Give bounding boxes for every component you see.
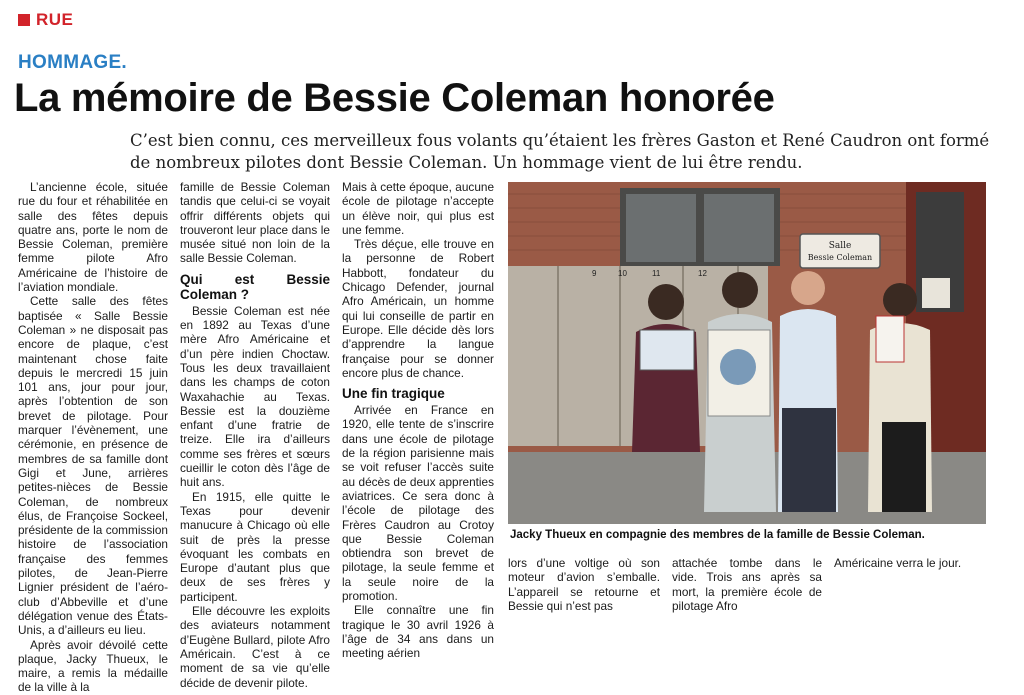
paragraph: Elle connaître une fin tragique le 30 avril 1926 à l’âge de 34 ans dans un meeting aérien xyxy=(342,603,494,661)
article-bottom-column-1 xyxy=(508,556,660,613)
sign-text: Salle xyxy=(828,241,852,251)
board-number: 10 xyxy=(618,269,627,278)
paragraph: L’ancienne école, située rue du four et réhabilitée en salle des fêtes depuis quatre ans, porte le nom de Bessie Coleman, première femme pilote Afro Américaine de l’histoire de l’aviation mondiale. xyxy=(18,180,168,295)
article-bottom-column-2 xyxy=(672,556,822,613)
rubric-square-icon xyxy=(18,14,30,26)
board-number: 9 xyxy=(592,269,597,278)
paragraph: Arrivée en France en 1920, elle tente de s’inscrire dans une école de pilotage de la région parisienne mais se voit refuser l’accès suite au décès de deux apprenties aviatrices. Ce sera donc à l’école de pilotage des Frères Caudron au Crotoy que Bessie Coleman obtiendra son brevet de pilotage, la seule femme et la seule noire de la promotion. xyxy=(342,403,494,604)
paragraph: En 1915, elle quitte le Texas pour devenir manucure à Chicago où elle suit de près la presse évoquant les combats en Europe d’autant plus que deux de ses frères y participent. xyxy=(180,489,330,604)
paragraph: Américaine verra le jour. xyxy=(834,556,962,570)
article-headline: La mémoire de Bessie Coleman honorée xyxy=(14,76,775,120)
article-lead: C’est bien connu, ces merveilleux fous volants qu’étaient les frères Gaston et René Caudron ont formé de nombreux pilotes dont Bessie Coleman. Un hommage vient de lui être rendu. xyxy=(130,131,990,172)
section-rubric xyxy=(18,10,73,30)
article-column-2 xyxy=(180,180,330,690)
photo-caption: Jacky Thueux en compagnie des membres de la famille de Bessie Coleman. xyxy=(510,529,925,541)
article-kicker: HOMMAGE. xyxy=(18,52,128,73)
article-bottom-column-3 xyxy=(834,556,986,570)
paragraph: Cette salle des fêtes baptisée « Salle Bessie Coleman » ne disposait pas encore de plaque, c’est maintenant chose faite depuis le mercredi 15 juin 101 ans, jour pour jour, après l’obtention de son brevet de pilotage. Pour marquer l’évènement, une cérémonie, en présence de membres de sa famille dont Gigi et June, arrières petites-nièces de Bessie Coleman, de nombreux élus, de Françoise Sockeel, présidente de la commission histoire de l’association française des femmes pilotes, de Jean-Pierre Lignier président de l’aéro-club d’Abbeville et d’une délégation venue des États-Unis, a d’ailleurs eu lieu. xyxy=(18,294,168,638)
paragraph: Après avoir dévoilé cette plaque, Jacky Thueux, le maire, a remis la médaille de la ville à la xyxy=(18,637,168,695)
paragraph: Elle découvre les exploits des aviateurs notamment d’Eugène Bullard, pilote Afro Américain. C’est à ce moment de sa vie qu’elle décide de devenir pilote. xyxy=(180,604,330,690)
board-number: 12 xyxy=(698,269,707,278)
paragraph: attachée tombe dans le vide. Trois ans après sa mort, la première école de pilotage Afro xyxy=(672,556,822,613)
subheading: Qui est Bessie Coleman ? xyxy=(180,271,330,302)
article-photo xyxy=(508,182,986,524)
article-column-1 xyxy=(18,180,168,695)
paragraph: Bessie Coleman est née en 1892 au Texas d’une mère Afro Américaine et d’un père indien Choctaw. Tous les deux travaillaient dans les champs de coton Waxahachie au Texas. Bessie est la douzième enfant d’une fratrie de treize. Elle ira d’ailleurs comme ses frères et sœurs cueillir le coton dès l’âge de huit ans. xyxy=(180,303,330,490)
article-column-3 xyxy=(342,180,494,661)
subheading: Une fin tragique xyxy=(342,386,445,402)
paragraph: Mais à cette époque, aucune école de pilotage n’accepte un élève noir, qui plus est une femme. xyxy=(342,180,494,237)
rubric-label: RUE xyxy=(36,10,74,29)
board-number: 11 xyxy=(652,269,661,278)
paragraph: famille de Bessie Coleman tandis que celui-ci se voyait offrir différents objets qui trouveront leur place dans le musée situé non loin de la salle Bessie Coleman. xyxy=(180,180,330,266)
photo-illustration xyxy=(508,182,986,524)
sign-text: Bessie Coleman xyxy=(807,253,873,262)
paragraph: Très déçue, elle trouve en la personne de Robert Habbott, fondateur du Chicago Defender, journal Afro Américain, un homme qui lui conseille de partir en Europe. Elle décide dès lors d’apprendre la langue française pour se donner encore plus de chance. xyxy=(342,237,494,380)
paragraph: lors d’une voltige où son moteur d’avion s’emballe. L’appareil se retourne et Bessie qui n’est pas xyxy=(508,556,660,613)
